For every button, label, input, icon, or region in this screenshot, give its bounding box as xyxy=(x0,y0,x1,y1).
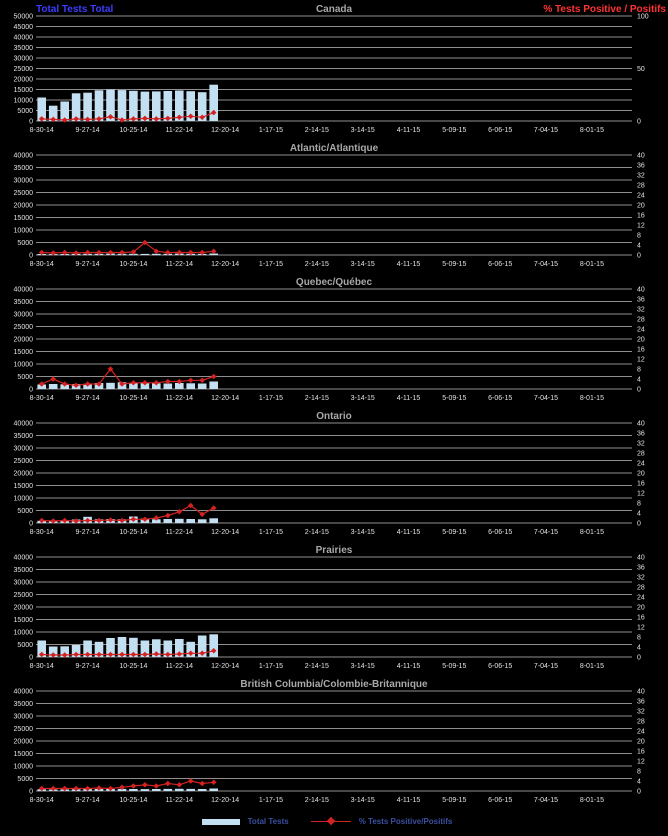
total-tests-label: Total Tests xyxy=(247,817,289,826)
total-tests-bar xyxy=(209,789,218,792)
left-y-tick: 25000 xyxy=(13,324,33,331)
right-y-tick: 12 xyxy=(637,356,645,364)
pct-positive-label: % Tests Positive/Positifs xyxy=(358,817,453,826)
x-tick: 8-01-15 xyxy=(579,663,604,670)
right-y-tick: 28 xyxy=(637,182,645,190)
left-y-tick: 35000 xyxy=(13,299,33,306)
x-tick: 10-25-14 xyxy=(119,797,148,804)
total-tests-bar xyxy=(175,519,184,523)
x-tick: 11-22-14 xyxy=(165,127,194,134)
right-y-tick: 28 xyxy=(637,316,645,324)
left-y-tick: 5000 xyxy=(17,642,33,649)
x-tick: 9-27-14 xyxy=(75,127,100,134)
pct-positive-marker xyxy=(211,505,217,511)
x-tick: 8-30-14 xyxy=(29,797,54,804)
right-y-tick: 4 xyxy=(637,242,641,250)
x-tick: 8-30-14 xyxy=(29,127,54,134)
right-y-tick: 0 xyxy=(637,654,641,662)
left-y-tick: 30000 xyxy=(13,55,33,63)
right-y-tick: 12 xyxy=(637,490,645,498)
pct-positive-line xyxy=(42,243,214,254)
total-tests-bar xyxy=(106,383,115,389)
right-y-tick: 8 xyxy=(637,634,641,642)
panel-quebec-qu-bec xyxy=(0,275,668,405)
x-tick: 8-01-15 xyxy=(579,395,604,402)
x-tick: 8-01-15 xyxy=(579,127,604,134)
left-y-tick: 40000 xyxy=(13,554,33,562)
x-tick: 10-25-14 xyxy=(119,127,148,134)
right-y-tick: 40 xyxy=(637,152,645,160)
x-tick: 2-14-15 xyxy=(304,663,329,670)
panel-title: British Columbia/Colombie-Britannique xyxy=(240,679,428,690)
right-y-tick: 20 xyxy=(637,738,645,746)
right-axis-legend: % Tests Positive / Positifs xyxy=(543,4,666,15)
left-y-tick: 40000 xyxy=(13,688,33,696)
x-tick: 4-11-15 xyxy=(396,395,421,402)
total-tests-bar xyxy=(164,789,173,791)
right-y-tick: 16 xyxy=(637,212,645,220)
total-tests-bar xyxy=(175,789,184,791)
x-tick: 4-11-15 xyxy=(396,127,421,134)
x-tick: 1-17-15 xyxy=(258,127,284,134)
right-y-tick: 12 xyxy=(637,624,645,632)
x-tick: 12-20-14 xyxy=(211,529,240,536)
left-y-tick: 40000 xyxy=(13,34,33,42)
right-y-tick: 32 xyxy=(637,708,645,716)
left-y-tick: 50000 xyxy=(13,13,33,21)
right-y-tick: 36 xyxy=(637,162,645,170)
left-y-tick: 20000 xyxy=(13,738,33,746)
x-tick: 5-09-15 xyxy=(442,395,467,402)
left-y-tick: 5000 xyxy=(17,108,33,115)
x-tick: 10-25-14 xyxy=(119,663,148,670)
pct-positive-marker xyxy=(165,379,171,385)
left-y-tick: 0 xyxy=(29,520,33,528)
right-y-tick: 8 xyxy=(637,366,641,374)
x-tick: 12-20-14 xyxy=(211,395,240,402)
x-tick: 11-22-14 xyxy=(165,261,194,268)
total-tests-bar xyxy=(209,382,218,390)
panel-title: Atlantic/Atlantique xyxy=(289,143,379,154)
pct-positive-marker xyxy=(50,376,56,382)
left-y-tick: 0 xyxy=(29,788,33,796)
left-y-tick: 35000 xyxy=(13,45,33,52)
x-tick: 3-14-15 xyxy=(350,261,375,268)
left-y-tick: 20000 xyxy=(13,76,33,84)
left-y-tick: 10000 xyxy=(13,495,33,503)
x-tick: 5-09-15 xyxy=(442,261,467,268)
x-tick: 11-22-14 xyxy=(165,529,194,536)
right-y-tick: 36 xyxy=(637,296,645,304)
x-tick: 6-06-15 xyxy=(488,261,513,268)
left-y-tick: 35000 xyxy=(13,701,33,708)
pct-positive-marker xyxy=(154,783,160,789)
right-y-tick: 4 xyxy=(637,644,641,652)
right-y-tick: 32 xyxy=(637,306,645,314)
right-y-tick: 24 xyxy=(637,192,645,200)
pct-positive-line xyxy=(42,506,214,522)
x-tick: 12-20-14 xyxy=(211,797,240,804)
total-tests-bar xyxy=(141,789,150,791)
left-y-tick: 30000 xyxy=(13,579,33,587)
x-tick: 11-22-14 xyxy=(165,663,194,670)
x-tick: 6-06-15 xyxy=(488,395,513,402)
pct-positive-marker xyxy=(177,509,183,515)
x-tick: 7-04-15 xyxy=(533,261,559,268)
x-tick: 2-14-15 xyxy=(304,127,329,134)
right-y-tick: 20 xyxy=(637,202,645,210)
panel-prairies xyxy=(0,543,668,673)
panel-title: Canada xyxy=(315,4,353,15)
x-tick: 12-20-14 xyxy=(211,127,240,134)
x-tick: 8-30-14 xyxy=(29,395,54,402)
diamond-marker-icon xyxy=(326,817,334,825)
left-y-tick: 45000 xyxy=(13,24,33,31)
total-tests-bar xyxy=(49,384,58,389)
right-y-tick: 36 xyxy=(637,564,645,572)
x-tick: 10-25-14 xyxy=(119,395,148,402)
left-y-tick: 30000 xyxy=(13,713,33,721)
right-y-tick: 0 xyxy=(637,788,641,796)
right-y-tick: 16 xyxy=(637,614,645,622)
left-y-tick: 35000 xyxy=(13,567,33,574)
right-y-tick: 20 xyxy=(637,336,645,344)
left-y-tick: 15000 xyxy=(13,483,33,490)
right-y-tick: 4 xyxy=(637,778,641,786)
total-tests-bar xyxy=(164,519,173,523)
x-tick: 3-14-15 xyxy=(350,663,375,670)
x-tick: 9-27-14 xyxy=(75,529,100,536)
pct-positive-line-swatch xyxy=(311,821,351,822)
x-tick: 1-17-15 xyxy=(258,529,284,536)
x-tick: 9-27-14 xyxy=(75,395,100,402)
left-axis-legend: Total Tests Total xyxy=(36,4,114,15)
total-tests-bar xyxy=(129,789,138,791)
total-tests-bar xyxy=(186,383,195,389)
pct-positive-marker xyxy=(199,378,205,384)
left-y-tick: 15000 xyxy=(13,617,33,624)
x-tick: 12-20-14 xyxy=(211,663,240,670)
left-y-tick: 5000 xyxy=(17,508,33,515)
pct-positive-line xyxy=(42,369,214,385)
left-y-tick: 5000 xyxy=(17,374,33,381)
x-tick: 4-11-15 xyxy=(396,797,421,804)
right-y-tick: 28 xyxy=(637,450,645,458)
left-y-tick: 0 xyxy=(29,386,33,394)
x-tick: 11-22-14 xyxy=(165,797,194,804)
right-y-tick: 8 xyxy=(637,768,641,776)
left-y-tick: 30000 xyxy=(13,445,33,453)
right-y-tick: 24 xyxy=(637,326,645,334)
right-y-tick: 24 xyxy=(637,460,645,468)
x-tick: 5-09-15 xyxy=(442,663,467,670)
x-tick: 1-17-15 xyxy=(258,261,284,268)
total-tests-bar xyxy=(198,789,207,791)
left-y-tick: 10000 xyxy=(13,629,33,637)
left-y-tick: 20000 xyxy=(13,604,33,612)
x-tick: 3-14-15 xyxy=(350,395,375,402)
pct-positive-marker xyxy=(188,378,194,384)
chart-panels xyxy=(0,2,668,807)
pct-positive-marker xyxy=(199,781,205,787)
pct-positive-marker xyxy=(165,513,171,519)
left-y-tick: 35000 xyxy=(13,433,33,440)
total-tests-bar xyxy=(209,85,218,121)
total-tests-bar xyxy=(186,789,195,791)
pct-positive-marker xyxy=(177,782,183,788)
x-tick: 6-06-15 xyxy=(488,127,513,134)
right-y-tick: 32 xyxy=(637,574,645,582)
right-y-tick: 40 xyxy=(637,286,645,294)
right-y-tick: 24 xyxy=(637,594,645,602)
right-y-tick: 32 xyxy=(637,172,645,180)
pct-positive-marker xyxy=(165,781,171,787)
left-y-tick: 10000 xyxy=(13,227,33,235)
pct-positive-marker xyxy=(142,782,148,788)
x-tick: 7-04-15 xyxy=(533,663,559,670)
x-tick: 11-22-14 xyxy=(165,395,194,402)
left-y-tick: 25000 xyxy=(13,190,33,197)
left-y-tick: 35000 xyxy=(13,165,33,172)
right-y-tick: 40 xyxy=(637,554,645,562)
right-y-tick: 20 xyxy=(637,470,645,478)
x-tick: 6-06-15 xyxy=(488,797,513,804)
left-y-tick: 0 xyxy=(29,654,33,662)
x-tick: 7-04-15 xyxy=(533,529,559,536)
x-tick: 4-11-15 xyxy=(396,663,421,670)
pct-positive-marker xyxy=(131,783,137,789)
left-y-tick: 15000 xyxy=(13,349,33,356)
right-y-tick: 20 xyxy=(637,604,645,612)
x-tick: 3-14-15 xyxy=(350,797,375,804)
left-y-tick: 30000 xyxy=(13,177,33,185)
x-tick: 12-20-14 xyxy=(211,261,240,268)
right-y-tick: 12 xyxy=(637,222,645,230)
left-y-tick: 5000 xyxy=(17,776,33,783)
panel-title: Ontario xyxy=(316,411,352,422)
total-tests-bar xyxy=(118,90,127,121)
right-y-tick: 100 xyxy=(637,13,649,21)
right-y-tick: 16 xyxy=(637,346,645,354)
chart-legend xyxy=(0,817,668,826)
x-tick: 5-09-15 xyxy=(442,529,467,536)
right-y-tick: 24 xyxy=(637,728,645,736)
pct-positive-marker xyxy=(211,374,217,380)
x-tick: 3-14-15 xyxy=(350,127,375,134)
right-y-tick: 0 xyxy=(637,252,641,260)
left-y-tick: 25000 xyxy=(13,726,33,733)
total-tests-bar xyxy=(141,254,150,255)
left-y-tick: 25000 xyxy=(13,458,33,465)
x-tick: 2-14-15 xyxy=(304,529,329,536)
left-y-tick: 0 xyxy=(29,252,33,260)
left-y-tick: 20000 xyxy=(13,202,33,210)
right-y-tick: 8 xyxy=(637,500,641,508)
x-tick: 2-14-15 xyxy=(304,797,329,804)
x-tick: 8-01-15 xyxy=(579,261,604,268)
panel-canada xyxy=(0,2,668,137)
right-y-tick: 0 xyxy=(637,386,641,394)
right-y-tick: 28 xyxy=(637,718,645,726)
left-y-tick: 15000 xyxy=(13,87,33,94)
right-y-tick: 8 xyxy=(637,232,641,240)
x-tick: 4-11-15 xyxy=(396,261,421,268)
left-y-tick: 10000 xyxy=(13,97,33,105)
x-tick: 9-27-14 xyxy=(75,261,100,268)
x-tick: 2-14-15 xyxy=(304,395,329,402)
right-y-tick: 28 xyxy=(637,584,645,592)
total-tests-bar xyxy=(198,519,207,523)
right-y-tick: 40 xyxy=(637,420,645,428)
panel-title: Quebec/Québec xyxy=(295,277,373,288)
pct-positive-marker xyxy=(211,780,217,786)
right-y-tick: 4 xyxy=(637,510,641,518)
right-y-tick: 36 xyxy=(637,698,645,706)
left-y-tick: 20000 xyxy=(13,470,33,478)
pct-positive-line xyxy=(42,781,214,789)
right-y-tick: 16 xyxy=(637,480,645,488)
right-y-tick: 36 xyxy=(637,430,645,438)
right-y-tick: 4 xyxy=(637,376,641,384)
total-tests-bar xyxy=(198,384,207,390)
right-y-tick: 0 xyxy=(637,118,641,126)
panel-british-columbia-colombie-britannique xyxy=(0,677,668,807)
right-y-tick: 32 xyxy=(637,440,645,448)
panel-title: Prairies xyxy=(315,545,353,556)
x-tick: 8-30-14 xyxy=(29,529,54,536)
x-tick: 2-14-15 xyxy=(304,261,329,268)
panel-ontario xyxy=(0,409,668,539)
left-y-tick: 5000 xyxy=(17,240,33,247)
x-tick: 7-04-15 xyxy=(533,395,559,402)
total-tests-swatch xyxy=(202,819,240,825)
left-y-tick: 40000 xyxy=(13,420,33,428)
panel-atlantic-atlantique xyxy=(0,141,668,271)
right-y-tick: 12 xyxy=(637,758,645,766)
right-y-tick: 16 xyxy=(637,748,645,756)
x-tick: 6-06-15 xyxy=(488,529,513,536)
x-tick: 9-27-14 xyxy=(75,663,100,670)
left-y-tick: 10000 xyxy=(13,763,33,771)
x-tick: 8-30-14 xyxy=(29,261,54,268)
x-tick: 9-27-14 xyxy=(75,797,100,804)
total-tests-bar xyxy=(152,789,161,791)
x-tick: 4-11-15 xyxy=(396,529,421,536)
x-tick: 1-17-15 xyxy=(258,395,284,402)
right-y-tick: 0 xyxy=(637,520,641,528)
x-tick: 8-01-15 xyxy=(579,529,604,536)
x-tick: 5-09-15 xyxy=(442,797,467,804)
left-y-tick: 30000 xyxy=(13,311,33,319)
x-tick: 8-30-14 xyxy=(29,663,54,670)
x-tick: 10-25-14 xyxy=(119,261,148,268)
right-y-tick: 40 xyxy=(637,688,645,696)
x-tick: 6-06-15 xyxy=(488,663,513,670)
pct-positive-marker xyxy=(188,778,194,784)
left-y-tick: 40000 xyxy=(13,286,33,294)
x-tick: 1-17-15 xyxy=(258,797,284,804)
left-y-tick: 20000 xyxy=(13,336,33,344)
total-tests-bar xyxy=(164,384,173,390)
x-tick: 1-17-15 xyxy=(258,663,284,670)
x-tick: 8-01-15 xyxy=(579,797,604,804)
total-tests-bar xyxy=(209,518,218,523)
total-tests-bar xyxy=(186,519,195,523)
x-tick: 5-09-15 xyxy=(442,127,467,134)
total-tests-bar xyxy=(209,634,218,657)
left-y-tick: 15000 xyxy=(13,215,33,222)
left-y-tick: 15000 xyxy=(13,751,33,758)
right-y-tick: 50 xyxy=(637,66,645,73)
x-tick: 10-25-14 xyxy=(119,529,148,536)
left-y-tick: 0 xyxy=(29,118,33,126)
left-y-tick: 10000 xyxy=(13,361,33,369)
left-y-tick: 25000 xyxy=(13,592,33,599)
left-y-tick: 25000 xyxy=(13,66,33,73)
x-tick: 7-04-15 xyxy=(533,797,559,804)
x-tick: 3-14-15 xyxy=(350,529,375,536)
x-tick: 7-04-15 xyxy=(533,127,559,134)
pct-positive-marker xyxy=(211,249,217,255)
left-y-tick: 40000 xyxy=(13,152,33,160)
